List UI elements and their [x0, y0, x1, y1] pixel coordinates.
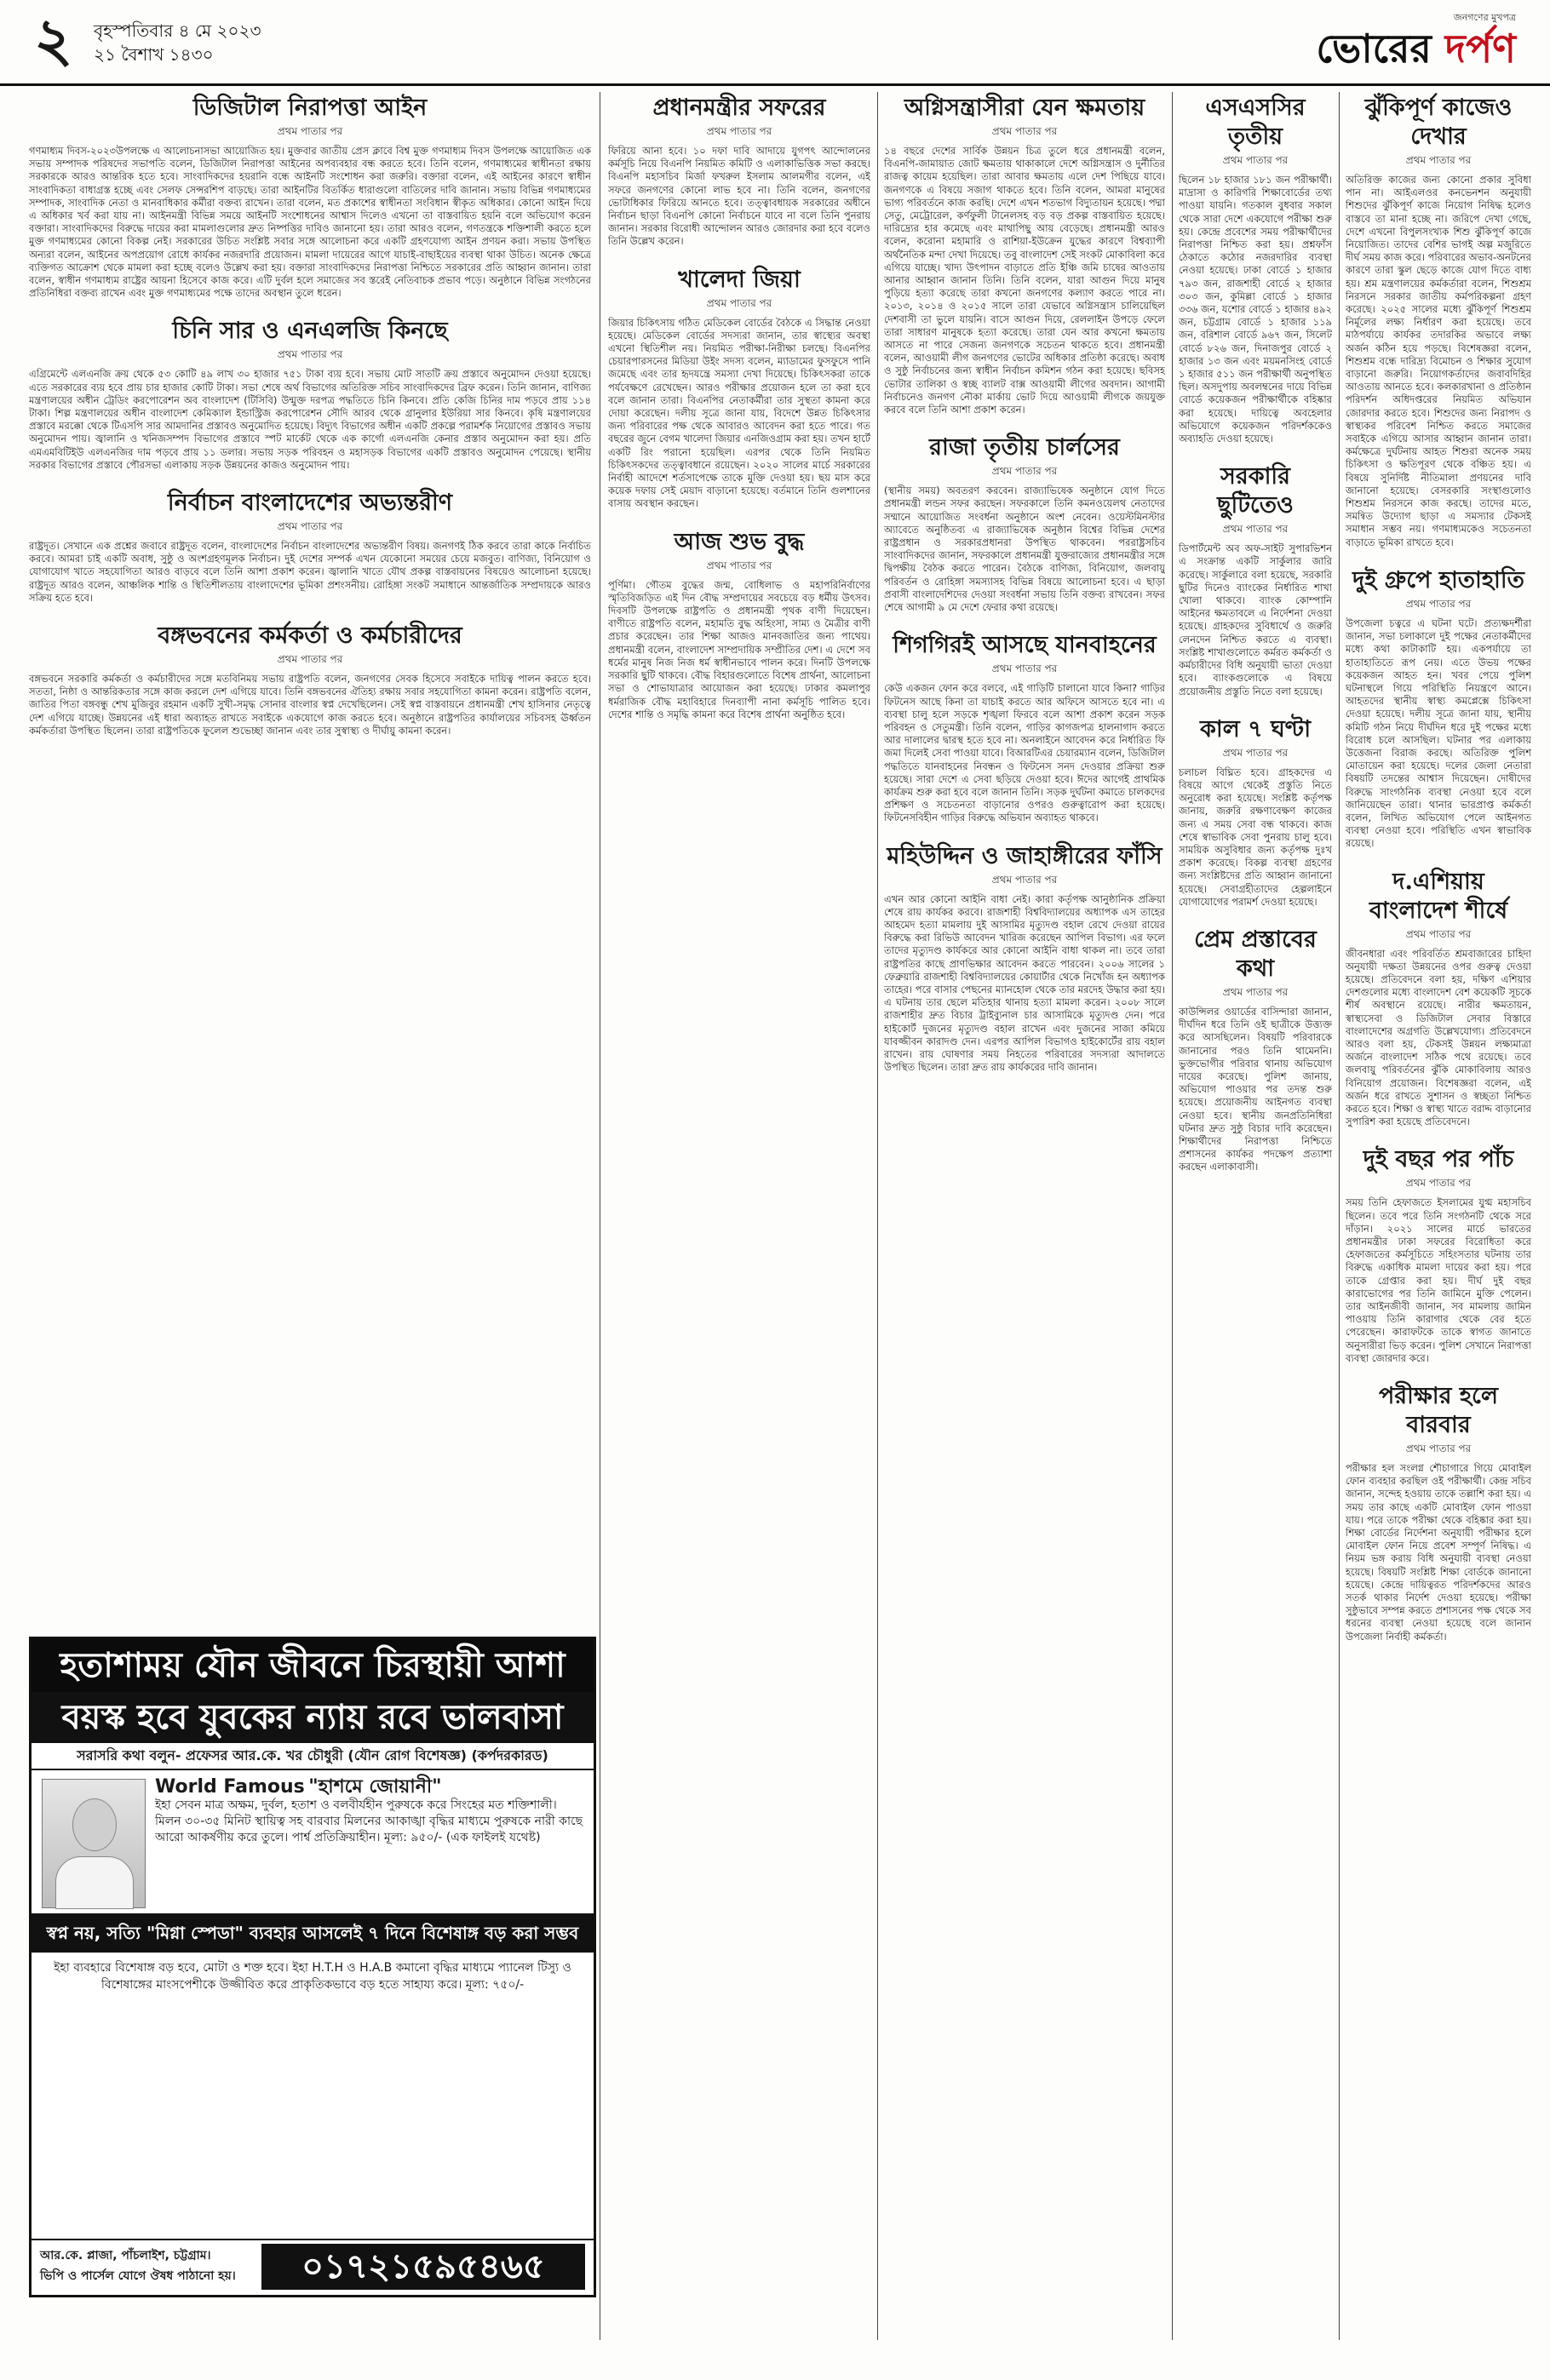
story-headline: এসএসসির তৃতীয় [1205, 95, 1306, 150]
story-body: গণমাধ্যম দিবস-২০২৩উপলক্ষে এ আলোচনাসভা আয়োজিত হয়। মুক্তবার জাতীয় প্রেস ক্লাবে বিশ্ব মুক্ত গণমাধ্যম দিবস উপলক্ষে আয়োজিত এক সভায় সম্পাদক পরিষদের সভাপতি বলেন, ডিজিটাল নিরাপত্তা আইনের অপব্যবহার বন্ধ করতে হবে। তিনি বলেন, গণমাধ্যমের স্বাধীনতা রক্ষায় সরকারকে আরও আন্তরিক হতে হবে। সাংবাদিকদের হয়রানি বন্ধে আইনটি সংশোধন করা জরুরি। বক্তারা বলেন, এই আইনের কারণে স্বাধীন সাংবাদিকতা বাধাগ্রস্ত হচ্ছে এবং সেলফ সেন্সরশিপ বাড়ছে। তারা আইনটির বিতর্কিত ধারাগুলো বাতিলের দাবি জানান। সভায় বিভিন্ন গণমাধ্যমের সম্পাদক, সাংবাদিক নেতা ও মানবাধিকার কর্মীরা বক্তব্য রাখেন। তারা বলেন, মত প্রকাশের স্বাধীনতা সংবিধান স্বীকৃত অধিকার। কোনো আইন দিয়ে এ অধিকার খর্ব করা যায় না। আইনমন্ত্রী বিভিন্ন সময়ে আইনটি সংশোধনের আশ্বাস দিলেও এখনো তা বাস্তবায়িত হয়নি বলে অভিযোগ করেন বক্তারা। সাংবাদিকদের বিরুদ্ধে দায়ের করা মামলাগুলোর দ্রুত নিষ্পত্তির দাবিও জানানো হয়। তারা আরও বলেন, গণতন্ত্রকে শক্তিশালী করতে হলে মুক্ত গণমাধ্যমের কোনো বিকল্প নেই। সরকারের উচিত সংশ্লিষ্ট সবার সঙ্গে আলোচনা করে একটি গ্রহণযোগ্য আইন প্রণয়ন করা। সভায় উপস্থিত অন্যরা বলেন, আইনের অপপ্রয়োগ রোধে কার্যকর নজরদারি প্রয়োজন। মামলা দায়েরের আগে যাচাই-বাছাইয়ের ব্যবস্থা থাকা উচিত। অনেক ক্ষেত্রে ব্যক্তিগত আক্রোশ থেকে মামলা করা হচ্ছে বলেও উল্লেখ করা হয়। বক্তারা সাংবাদিকদের নিরাপত্তা নিশ্চিতে সরকারের প্রতি আহ্বান জানান। তারা বলেন, স্বাধীন গণমাধ্যম রাষ্ট্রের আয়না হিসেবে কাজ করে। এটি দুর্বল হলে সমাজের সব স্তরেই নেতিবাচক প্রভাব পড়ে। অনুষ্ঠানে বিভিন্ন সংগঠনের প্রতিনিধিরা বক্তব্য রাখেন এবং মুক্ত গণমাধ্যমের পক্ষে তাদের অবস্থান তুলে ধরেন। [29, 145, 591, 300]
story-body: (স্থানীয় সময়) অবতরণ করবেন। রাজ্যাভিষেক অনুষ্ঠানে যোগ দিতে প্রধানমন্ত্রী লন্ডন সফর করছেন। সফরকালে তিনি কমনওয়েলথ নেতাদের সম্মানে আয়োজিত সংবর্ধনা অনুষ্ঠানে অংশ নেবেন। ওয়েস্টমিনস্টার অ্যাবেতে অনুষ্ঠিতব্য এ রাজ্যাভিষেক অনুষ্ঠান বিশ্বের বিভিন্ন দেশের রাষ্ট্রপ্রধান ও সরকারপ্রধানরা উপস্থিত থাকবেন। পররাষ্ট্রসচিব সাংবাদিকদের জানান, সফরকালে প্রধানমন্ত্রী যুক্তরাজ্যের প্রধানমন্ত্রীর সঙ্গে দ্বিপক্ষীয় বৈঠক করতে পারেন। বৈঠকে বাণিজ্য, বিনিয়োগ, জলবায়ু পরিবর্তন ও রোহিঙ্গা সমস্যাসহ বিভিন্ন বিষয়ে আলোচনা হবে। এ ছাড়া প্রবাসী বাংলাদেশিদের দেওয়া সংবর্ধনা সভায় তিনি বক্তব্য রাখবেন। সফর শেষে আগামী ৯ মে দেশে ফেরার কথা রয়েছে। [884, 485, 1165, 614]
doctor-photo [42, 1779, 146, 1908]
story-body: সময় তিনি হেফাজতে ইসলামের যুগ্ম মহাসচিব ছিলেন। তবে পরে তিনি সংগঠনটি থেকে সরে দাঁড়ান। ২০২১ সালের মার্চে ভারতের প্রধানমন্ত্রীর ঢাকা সফরের বিরোধিতা করে হেফাজতের কর্মসূচিতে সহিংসতার ঘটনায় তার বিরুদ্ধে একাধিক মামলা দায়ের করা হয়। পরে তাকে গ্রেপ্তার করা হয়। দীর্ঘ দুই বছর কারাভোগের পর তিনি জামিনে মুক্তি পেলেন। তার আইনজীবী জানান, সব মামলায় জামিন পাওয়ায় তিনি কারাগার থেকে বের হতে পেরেছেন। কারাফটকে তাকে স্বাগত জানাতে অনুসারীরা ভিড় করেন। পুলিশ সেখানে নিরাপত্তা ব্যবস্থা জোরদার করে। [1346, 1196, 1531, 1364]
news-story [1179, 707, 1332, 909]
news-story [1179, 454, 1332, 697]
story-continuation-note: প্রথম পাতার পর [706, 559, 772, 571]
issue-date [94, 19, 261, 66]
story-headline: দ.এশিয়ায় বাংলাদেশ শীর্ষে [1369, 868, 1508, 924]
ad-address-line2: ভিপি ও পার্সেল যোগে ঔষধ পাঠানো হয়। [40, 2269, 236, 2283]
masthead-tagline: জনগণের মুখপত্র [1453, 12, 1516, 23]
date-english-weekday: বৃহস্পতিবার ৪ মে ২০২৩ [94, 20, 261, 41]
story-continuation-note: প্রথম পাতার পর [1405, 927, 1472, 940]
news-story [1179, 85, 1332, 445]
ad-headline-band [32, 1639, 594, 1692]
story-headline: কাল ৭ ঘণ্টা [1199, 715, 1312, 743]
story-body: ১৪ বছরে দেশের সার্বিক উন্নয়ন চিত্র তুলে ধরে প্রধানমন্ত্রী বলেন, বিএনপি-জামায়াত জোট ক্ষমতায় থাকাকালে দেশে অগ্নিসন্ত্রাস ও দুর্নীতির রাজত্ব কায়েম হয়েছিল। তারা আবার ক্ষমতায় এলে দেশ পিছিয়ে যাবে। জনগণকে এ বিষয়ে সজাগ থাকতে হবে। তিনি বলেন, আমরা মানুষের ভাগ্য পরিবর্তনে কাজ করছি। দেশে এখন শতভাগ বিদ্যুতায়ন হয়েছে। পদ্মা সেতু, মেট্রোরেল, কর্ণফুলী টানেলসহ বড় বড় প্রকল্প বাস্তবায়িত হয়েছে। দারিদ্র্যের হার কমেছে এবং মাথাপিছু আয় বেড়েছে। প্রধানমন্ত্রী আরও বলেন, করোনা মহামারি ও রাশিয়া-ইউক্রেন যুদ্ধের কারণে বিশ্বব্যাপী অর্থনৈতিক মন্দা দেখা দিয়েছে। তবু বাংলাদেশ সেই সংকট মোকাবিলা করে এগিয়ে যাচ্ছে। খাদ্য উৎপাদন বাড়াতে প্রতি ইঞ্চি জমি চাষের আওতায় আনার আহ্বান জানান তিনি। তিনি বলেন, যারা আগুন দিয়ে মানুষ পুড়িয়ে হত্যা করেছে তারা কখনো জনগণের কল্যাণ করতে পারে না। ২০১৩, ২০১৪ ও ২০১৫ সালে তারা যেভাবে অগ্নিসন্ত্রাস চালিয়েছিল দেশবাসী তা ভুলে যায়নি। বাসে আগুন দিয়ে, রেললাইন উপড়ে ফেলে তারা সাধারণ মানুষকে হত্যা করেছে। তারা যেন আর কখনো ক্ষমতায় আসতে না পারে সেজন্য জনগণকে সচেতন থাকতে হবে। প্রধানমন্ত্রী বলেন, আওয়ামী লীগ জনগণের ভোটের অধিকার প্রতিষ্ঠা করেছে। অবাধ ও সুষ্ঠু নির্বাচনের জন্য স্বাধীন নির্বাচন কমিশন গঠন করা হয়েছে। ছবিসহ ভোটার তালিকা ও স্বচ্ছ ব্যালট বাক্স আওয়ামী লীগের অবদান। আগামী নির্বাচনেও জনগণ নৌকা মার্কায় ভোট দিয়ে আওয়ামী লীগকে জয়যুক্ত করবে বলে তিনি আশা প্রকাশ করেন। [884, 145, 1165, 416]
story-headline: ঝুঁকিপূর্ণ কাজেও দেখার [1364, 95, 1513, 150]
news-story [884, 425, 1165, 614]
story-body: পরীক্ষার হল সংলগ্ন শৌচাগারে গিয়ে মোবাইল ফোন ব্যবহার করছিল ওই পরীক্ষার্থী। কেন্দ্র সচিব জানান, সন্দেহ হওয়ায় তাকে তল্লাশি করা হয়। এ সময় তার কাছে একটি মোবাইল ফোন পাওয়া যায়। পরে তাকে পরীক্ষা থেকে বহিষ্কার করা হয়। শিক্ষা বোর্ডের নির্দেশনা অনুযায়ী পরীক্ষার হলে মোবাইল ফোন নিয়ে প্রবেশ সম্পূর্ণ নিষিদ্ধ। এ নিয়ম ভঙ্গ করায় বিধি অনুযায়ী ব্যবস্থা নেওয়া হয়েছে। বিষয়টি সংশ্লিষ্ট শিক্ষা বোর্ডকে জানানো হয়েছে। কেন্দ্রে দায়িত্বরত পরিদর্শকদের আরও সতর্ক থাকার নির্দেশ দেওয়া হয়েছে। পরীক্ষা সুষ্ঠুভাবে সম্পন্ন করতে প্রশাসনের পক্ষ থেকে সব ধরনের ব্যবস্থা নেওয়া হয়েছে বলে জানান উপজেলা নির্বাহী কর্মকর্তা। [1346, 1462, 1531, 1643]
story-body: জীবনধারা এবং পরিবর্তিত শ্রমবাজারের চাহিদা অনুযায়ী দক্ষতা উন্নয়নের ওপর গুরুত্ব দেওয়া হয়েছে। প্রতিবেদনে বলা হয়, দক্ষিণ এশিয়ার দেশগুলোর মধ্যে বাংলাদেশ বেশ কয়েকটি সূচকে শীর্ষ অবস্থানে রয়েছে। নারীর ক্ষমতায়ন, স্বাস্থ্যসেবা ও ডিজিটাল সেবার বিস্তারে বাংলাদেশের অগ্রগতি উল্লেখযোগ্য। প্রতিবেদনে আরও বলা হয়, টেকসই উন্নয়ন লক্ষ্যমাত্রা অর্জনে বাংলাদেশ সঠিক পথে রয়েছে। তবে জলবায়ু পরিবর্তনের ঝুঁকি মোকাবিলায় আরও বিনিয়োগ প্রয়োজন। বিশেষজ্ঞরা বলেন, এই অর্জন ধরে রাখতে সুশাসন ও স্বচ্ছতা নিশ্চিত করতে হবে। শিক্ষা ও স্বাস্থ্য খাতে বরাদ্দ বাড়ানোর সুপারিশ করা হয়েছে প্রতিবেদনে। [1346, 947, 1531, 1128]
ad-middle [32, 1770, 594, 1907]
story-continuation-note: প্রথম পাতার পর [1405, 1177, 1472, 1190]
story-headline: রাজা তৃতীয় চার্লসের [929, 434, 1120, 462]
story-body: কাউন্সিলর ওয়ার্ডের বাসিন্দারা জানান, দীর্ঘদিন ধরে তিনি ওই ছাত্রীকে উত্ত্যক্ত করে আসছিলেন। বিষয়টি পরিবারকে জানানোর পরও তিনি থামেননি। ভুক্তভোগীর পরিবার থানায় অভিযোগ দায়ের করেছে। পুলিশ জানায়, অভিযোগ পাওয়ার পর তদন্ত শুরু হয়েছে। প্রয়োজনীয় আইনগত ব্যবস্থা নেওয়া হবে। স্থানীয় জনপ্রতিনিধিরা ঘটনার দ্রুত সুষ্ঠু বিচার দাবি করেছেন। শিক্ষার্থীদের নিরাপত্তা নিশ্চিতে প্রশাসনের কার্যকর পদক্ষেপ প্রত্যাশা করছেন এলাকাবাসী। [1179, 1005, 1332, 1173]
news-story [608, 85, 870, 249]
story-continuation-note: প্রথম পাতার পর [1222, 523, 1289, 536]
story-headline: ডিজিটাল নিরাপত্তা আইন [192, 95, 428, 121]
ad-slogan: স্বপ্ন নয়, সত্যি "মিগ্না স্পেডা" ব্যবহার আসলেই ৭ দিনে বিশেষাঙ্গ বড় করা সম্ভব [32, 1913, 594, 1953]
news-story [1346, 85, 1531, 549]
news-story [1179, 917, 1332, 1174]
ad-subline: সরাসরি কথা বলুন- প্রফেসর আর.কে. খর চৌধুরী (যৌন রোগ বিশেষজ্ঞ) (কর্পদরকারড) [32, 1743, 594, 1770]
story-continuation-note: প্রথম পাতার পর [1222, 154, 1289, 166]
story-headline: অগ্নিসন্ত্রাসীরা যেন ক্ষমতায় [904, 95, 1145, 121]
story-continuation-note: প্রথম পাতার পর [1222, 746, 1289, 759]
story-body: উপজেলা চত্বরে এ ঘটনা ঘটে। প্রত্যক্ষদর্শীরা জানান, সভা চলাকালে দুই পক্ষের নেতাকর্মীদের মধ্যে কথা কাটাকাটি হয়। একপর্যায়ে তা হাতাহাতিতে রূপ নেয়। এতে উভয় পক্ষের কয়েকজন আহত হন। খবর পেয়ে পুলিশ ঘটনাস্থলে গিয়ে পরিস্থিতি নিয়ন্ত্রণে আনে। আহতদের স্থানীয় স্বাস্থ্য কমপ্লেক্সে চিকিৎসা দেওয়া হয়েছে। দলীয় সূত্রে জানা যায়, স্থানীয় কমিটি গঠন নিয়ে দীর্ঘদিন ধরে দুই পক্ষের মধ্যে বিরোধ চলে আসছিল। ঘটনার পর এলাকায় উত্তেজনা বিরাজ করছে। অতিরিক্ত পুলিশ মোতায়েন করা হয়েছে। দলের জেলা নেতারা বিষয়টি তদন্তের আশ্বাস দিয়েছেন। দোষীদের বিরুদ্ধে সাংগঠনিক ব্যবস্থা নেওয়া হবে বলে জানিয়েছেন তারা। থানার ভারপ্রাপ্ত কর্মকর্তা বলেন, লিখিত অভিযোগ পেলে আইনগত ব্যবস্থা নেওয়া হবে। পরিস্থিতি এখন স্বাভাবিক রয়েছে। [1346, 617, 1531, 850]
story-continuation-note: প্রথম পাতার পর [991, 125, 1058, 137]
story-body: রাষ্ট্রদূত। সেখানে এক প্রশ্নের জবাবে রাষ্ট্রদূত বলেন, বাংলাদেশের নির্বাচন বাংলাদেশের অভ্যন্তরীণ বিষয়। জনগণই ঠিক করবে তারা কাকে নির্বাচিত করবে। আমরা চাই একটি অবাধ, সুষ্ঠু ও অংশগ্রহণমূলক নির্বাচন। দুই দেশের সম্পর্ক এখন যেকোনো সময়ের চেয়ে মজবুত। বাণিজ্য, বিনিয়োগ ও যোগাযোগ খাতে সহযোগিতা আরও বাড়বে বলে তিনি আশা প্রকাশ করেন। জ্বালানি খাতে যৌথ প্রকল্প বাস্তবায়নের বিষয়েও আলোচনা হয়েছে। রাষ্ট্রদূত আরও বলেন, আঞ্চলিক শান্তি ও স্থিতিশীলতায় বাংলাদেশের ভূমিকা প্রশংসনীয়। রোহিঙ্গা সংকট সমাধানে আন্তর্জাতিক সম্প্রদায়কে আরও সক্রিয় হতে হবে। [29, 540, 591, 604]
story-headline: দুই গ্রুপে হাতাহাতি [1352, 566, 1524, 594]
ad-product-name: "হাশমে জোয়ানী" [308, 1776, 442, 1798]
story-body: পূর্ণিমা। গৌতম বুদ্ধের জন্ম, বোধিলাভ ও মহাপরিনির্বাণের স্মৃতিবিজড়িত এই দিন বৌদ্ধ সম্প্রদায়ের সবচেয়ে বড় ধর্মীয় উৎসব। দিবসটি উপলক্ষে রাষ্ট্রপতি ও প্রধানমন্ত্রী পৃথক বাণী দিয়েছেন। বাণীতে রাষ্ট্রপতি বলেন, মহামতি বুদ্ধ অহিংসা, সাম্য ও মৈত্রীর বাণী প্রচার করেছেন। তার শিক্ষা আজও মানবজাতির জন্য পাথেয়। প্রধানমন্ত্রী বলেন, বাংলাদেশ সাম্প্রদায়িক সম্প্রীতির দেশ। এ দেশে সব ধর্মের মানুষ নিজ নিজ ধর্ম স্বাধীনভাবে পালন করে। দিনটি উপলক্ষে সরকারি ছুটি থাকবে। বৌদ্ধ বিহারগুলোতে বিশেষ প্রার্থনা, আলোচনা সভা ও শোভাযাত্রার আয়োজন করা হয়েছে। ঢাকার কমলাপুর ধর্মরাজিক বৌদ্ধ মহাবিহারে দিনব্যাপী নানা কর্মসূচি পালিত হবে। দেশের শান্তি ও সমৃদ্ধি কামনা করে বিশেষ প্রার্থনা অনুষ্ঠিত হবে। [608, 578, 870, 720]
column-2 [608, 85, 870, 2342]
news-story [29, 480, 591, 605]
story-body: ডিপার্টমেন্ট অব অফ-সাইট সুপারভিশন এ সংক্রান্ত একটি সার্কুলার জারি করেছে। সার্কুলারে বলা হয়েছে, সরকারি ছুটির দিনেও ব্যাংকের নির্ধারিত শাখা খোলা থাকবে। ব্যাংক কোম্পানি আইনের ক্ষমতাবলে এ নির্দেশনা দেওয়া হয়েছে। গ্রাহকদের সুবিধার্থে ও জরুরি লেনদেন নিশ্চিত করতে এ ব্যবস্থা। সংশ্লিষ্ট শাখাগুলোতে কর্মরত কর্মকর্তা ও কর্মচারীদের বিধি অনুযায়ী ভাতা দেওয়া হবে। ব্যাংকগুলোকে এ বিষয়ে প্রয়োজনীয় প্রস্তুতি নিতে বলা হয়েছে। [1179, 542, 1332, 697]
story-continuation-note: প্রথম পাতার পর [991, 465, 1058, 478]
doctor-coat [55, 1856, 134, 1909]
story-body: বঙ্গভবনে সরকারি কর্মকর্তা ও কর্মচারীদের সঙ্গে মতবিনিময় সভায় রাষ্ট্রপতি বলেন, জনগণের সেবক হিসেবে সবাইকে দায়িত্ব পালন করতে হবে। সততা, নিষ্ঠা ও আন্তরিকতার সঙ্গে কাজ করলে দেশ এগিয়ে যাবে। তিনি বঙ্গভবনের ঐতিহ্য রক্ষায় সবার সহযোগিতা কামনা করেন। রাষ্ট্রপতি বলেন, জাতির পিতা বঙ্গবন্ধু শেখ মুজিবুর রহমান একটি সুখী-সমৃদ্ধ সোনার বাংলার স্বপ্ন দেখেছিলেন। সেই স্বপ্ন বাস্তবায়নে প্রধানমন্ত্রী শেখ হাসিনার নেতৃত্বে দেশ এগিয়ে যাচ্ছে। উন্নয়নের এই ধারা অব্যাহত রাখতে সবাইকে একযোগে কাজ করতে হবে। অনুষ্ঠানে রাষ্ট্রপতির কার্যালয়ের সচিবসহ ঊর্ধ্বতন কর্মকর্তারা উপস্থিত ছিলেন। তারা রাষ্ট্রপতিকে ফুলেল শুভেচ্ছা জানান এবং তার সুস্বাস্থ্য ও দীর্ঘায়ু কামনা করেন। [29, 673, 591, 737]
column-divider [1339, 92, 1340, 2340]
news-story [29, 613, 591, 737]
page-number: ২ [34, 5, 73, 75]
story-headline: দুই বছর পর পাঁচ [1363, 1146, 1514, 1173]
date-bangla-calendar: ২১ বৈশাখ ১৪৩০ [94, 44, 214, 65]
story-body: এখন আর কোনো আইনি বাধা নেই। কারা কর্তৃপক্ষ আনুষ্ঠানিক প্রক্রিয়া শেষে রায় কার্যকর করবে। রাজশাহী বিশ্ববিদ্যালয়ের অধ্যাপক এস তাহের আহমেদ হত্যা মামলায় দুই আসামির মৃত্যুদণ্ড বহাল রেখে দেওয়া রায়ের বিরুদ্ধে করা রিভিউ আবেদন খারিজ করেছেন আপিল বিভাগ। এর ফলে তাদের মৃত্যুদণ্ড কার্যকরে আর কোনো আইনি বাধা থাকল না। তবে তারা রাষ্ট্রপতির কাছে প্রাণভিক্ষার আবেদন করতে পারবেন। ২০০৬ সালের ১ ফেব্রুয়ারি রাজশাহী বিশ্ববিদ্যালয়ের কোয়ার্টার থেকে নিখোঁজ হন অধ্যাপক তাহের। পরে বাসার পেছনের ম্যানহোল থেকে তার মরদেহ উদ্ধার করা হয়। এ ঘটনায় তার ছেলে মতিহার থানায় হত্যা মামলা করেন। ২০০৮ সালে রাজশাহীর দ্রুত বিচার ট্রাইব্যুনাল চার আসামিকে মৃত্যুদণ্ড দেন। পরে হাইকোর্ট দুজনের মৃত্যুদণ্ড বহাল রাখেন এবং দুজনের সাজা কমিয়ে যাবজ্জীবন কারাদণ্ড দেন। এরপর আপিল বিভাগও হাইকোর্টের রায় বহাল রাখেন। রায় ঘোষণার সময় নিহতের পরিবারের সদস্যরা আদালতে উপস্থিত ছিলেন। তারা দ্রুত রায় কার্যকরের দাবি জানান। [884, 892, 1165, 1074]
column-divider [877, 92, 878, 2340]
story-continuation-note: প্রথম পাতার পর [277, 520, 343, 533]
story-headline: চিনি সার ও এনএলজি কিনছে [172, 318, 448, 345]
story-continuation-note: প্রথম পাতার পর [1222, 985, 1289, 998]
story-continuation-note: প্রথম পাতার পর [277, 125, 343, 137]
story-body: চলাচল বিঘ্নিত হবে। গ্রাহকদের এ বিষয়ে আগে থেকেই প্রস্তুতি নিতে অনুরোধ করা হয়েছে। সংশ্লিষ্ট কর্তৃপক্ষ জানায়, জরুরি রক্ষণাবেক্ষণ কাজের জন্য এ সময় সেবা বন্ধ থাকবে। কাজ শেষে স্বাভাবিক সেবা পুনরায় চালু হবে। সাময়িক অসুবিধার জন্য কর্তৃপক্ষ দুঃখ প্রকাশ করেছে। বিকল্প ব্যবস্থা গ্রহণের জন্য সংশ্লিষ্টদের প্রতি আহ্বান জানানো হয়েছে। সেবাগ্রহীতাদের হেল্পলাইনে যোগাযোগের পরামর্শ দেওয়া হয়েছে। [1179, 766, 1332, 908]
ad-headline-1: হতাশাময় যৌন জীবনে চিরস্থায়ী আশা [60, 1645, 565, 1685]
doctor-face [72, 1798, 117, 1851]
news-story [884, 834, 1165, 1075]
masthead-logo [1316, 26, 1516, 71]
ad-address [40, 2245, 236, 2286]
story-headline: আজ শুভ বুদ্ধ [674, 528, 805, 555]
column-3 [884, 85, 1165, 2342]
ad-product-block [155, 1776, 583, 1846]
story-headline: প্রধানমন্ত্রীর সফরের [652, 95, 826, 121]
news-story [1346, 1374, 1531, 1643]
story-continuation-note: প্রথম পাতার পর [1405, 1442, 1472, 1455]
news-story [884, 622, 1165, 824]
masthead [1316, 10, 1516, 71]
ad-info: ইহা ব্যবহারে বিশেষাঙ্গ বড় হবে, মোটা ও শক্ত হবে। ইহা H.T.H ও H.A.B কমানো বৃদ্ধির মাধ্যমে প্যানেল টিস্যু ও বিশেষাঙ্গের মাংসপেশীকে উজ্জীবিত করে প্রাকৃতিকভাবে বড় হতে সাহায্য করে। মূল্য: ৭৫০/- [54, 1961, 571, 1992]
ad-phone-number: ০১৭২১৫৯৫৪৬৫ [261, 2244, 585, 2290]
masthead-name-part1: ভোরের [1316, 26, 1432, 72]
news-story [29, 308, 591, 472]
story-continuation-note: প্রথম পাতার পর [991, 662, 1058, 675]
ad-headline-2: বয়স্ক হবে যুবকের ন্যায় রবে ভালবাসা [32, 1692, 594, 1743]
story-headline: সরকারি ছুটিতেও [1217, 463, 1294, 519]
news-story [1346, 1137, 1531, 1365]
column-divider [1172, 92, 1173, 2340]
advertisement [29, 1637, 596, 2297]
news-story [608, 519, 870, 721]
news-story [1346, 558, 1531, 851]
story-continuation-note: প্রথম পাতার পর [991, 873, 1058, 886]
story-headline: প্রেম প্রস্তাবের কথা [1194, 926, 1317, 982]
story-headline: পরীক্ষার হলে বারবার [1378, 1383, 1498, 1439]
masthead-name-part2: দর্পণ [1444, 26, 1516, 72]
story-headline: শিগগিরই আসছে যানবাহনের [893, 632, 1157, 659]
story-continuation-note: প্রথম পাতার পর [1405, 154, 1472, 166]
story-headline: নির্বাচন বাংলাদেশের অভ্যন্তরীণ [167, 490, 453, 517]
news-story [608, 257, 870, 511]
ad-world-famous: World Famous [155, 1776, 305, 1798]
story-continuation-note: প্রথম পাতার পর [277, 653, 343, 666]
ad-footer [32, 2239, 594, 2295]
story-continuation-note: প্রথম পাতার পর [1405, 597, 1472, 610]
column-4 [1179, 85, 1332, 2342]
news-story [29, 85, 591, 300]
story-body: ছিলেন ১৮ হাজার ১৮১ জন পরীক্ষার্থী। মাদ্রাসা ও কারিগরি শিক্ষাবোর্ডের তথ্য পাওয়া যায়নি। গতকাল বুধবার সকাল থেকে সারা দেশে একযোগে পরীক্ষা শুরু হয়। কেন্দ্রে প্রবেশের সময় পরীক্ষার্থীদের নিরাপত্তা নিশ্চিত করা হয়। প্রশ্নফাঁস ঠেকাতে কঠোর নজরদারির ব্যবস্থা নেওয়া হয়েছে। ঢাকা বোর্ডে ১ হাজার ৭৯৩ জন, রাজশাহী বোর্ডে ২ হাজার ৩০৩ জন, কুমিল্লা বোর্ডে ১ হাজার ৩৩৬ জন, যশোর বোর্ডে ১ হাজার ৪৯২ জন, চট্টগ্রাম বোর্ডে ১ হাজার ১১৯ জন, বরিশাল বোর্ডে ৯৬৭ জন, সিলেট বোর্ডে ৮২৬ জন, দিনাজপুর বোর্ডে ২ হাজার ১৩ জন এবং ময়মনসিংহ বোর্ডে ১ হাজার ৫১১ জন পরীক্ষার্থী অনুপস্থিত ছিল। অসদুপায় অবলম্বনের দায়ে বিভিন্ন বোর্ডে কয়েকজন পরীক্ষার্থীকে বহিষ্কার করা হয়েছে। দায়িত্বে অবহেলার অভিযোগে কয়েকজন পরিদর্শককেও অব্যাহতি দেওয়া হয়েছে। [1179, 174, 1332, 445]
ad-address-line1: আর.কে. প্লাজা, পাঁচলাইশ, চট্টগ্রাম। [40, 2249, 211, 2262]
story-continuation-note: প্রথম পাতার পর [706, 296, 772, 309]
page-header [0, 0, 1550, 86]
story-continuation-note: প্রথম পাতার পর [277, 348, 343, 361]
news-story [884, 85, 1165, 416]
story-headline: মহিউদ্দিন ও জাহাঙ্গীরের ফাঁসি [887, 842, 1162, 869]
story-body: ফিরিয়ে আনা হবে। ১০ দফা দাবি আদায়ে যুগপৎ আন্দোলনের কর্মসূচি নিয়ে বিএনপি নিয়মিত কমিটি ও এলাকাভিত্তিক সভা করছে। বিএনপি মহাসচিব মির্জা ফখরুল ইসলাম আলমগীর বলেন, এই সফরে জনগণের কোনো লাভ হবে না। তিনি বলেন, জনগণের ভোটাধিকার ফিরিয়ে আনতে হবে। তত্ত্বাবধায়ক সরকারের অধীনে নির্বাচন ছাড়া বিএনপি কোনো নির্বাচনে যাবে না বলে তিনি পুনরায় জানান। সরকার বিরোধী আন্দোলন আরও জোরদার করা হবে বলেও তিনি উল্লেখ করেন। [608, 145, 870, 248]
story-body: এগ্রিমেন্টে এলএনজি ক্রয় থেকে ৫৩ কোটি ৪৯ লাখ ৩০ হাজার ৭৫১ টাকা ব্যয় হবে। সভায় মোট সাতটি ক্রয় প্রস্তাবে অনুমোদন দেওয়া হয়েছে। এতে সরকারের ব্যয় হবে প্রায় চার হাজার কোটি টাকা। সভা শেষে অর্থ বিভাগের অতিরিক্ত সচিব সাংবাদিকদের ব্রিফ করেন। তিনি জানান, বাণিজ্য মন্ত্রণালয়ের অধীন ট্রেডিং করপোরেশন অব বাংলাদেশ (টিসিবি) উন্মুক্ত দরপত্র পদ্ধতিতে চিনি কিনবে। প্রতি কেজি চিনির দাম পড়বে প্রায় ১১৪ টাকা। শিল্প মন্ত্রণালয়ের অধীন বাংলাদেশ কেমিক্যাল ইন্ডাস্ট্রিজ করপোরেশন সৌদি আরব থেকে গ্রানুলার ইউরিয়া সার কিনবে। কৃষি মন্ত্রণালয়ের প্রস্তাবে মরক্কো থেকে টিএসপি সার আমদানির প্রস্তাবও অনুমোদিত হয়েছে। বিদ্যুৎ বিভাগের অধীন একটি প্রকল্পে পরামর্শক নিয়োগের প্রস্তাবও সভায় অনুমোদন পায়। জ্বালানি ও খনিজসম্পদ বিভাগের প্রস্তাবে স্পট মার্কেট থেকে এক কার্গো এলএনজি কেনার প্রস্তাব অনুমোদন করা হয়। প্রতি এমএমবিটিইউ এলএনজির দাম পড়বে প্রায় ১১ ডলার। সভায় সড়ক পরিবহন ও মহাসড়ক বিভাগের একটি প্রস্তাবও অনুমোদন পেয়েছে। স্থানীয় সরকার বিভাগের প্রস্তাবে পৌরসভা এলাকায় সড়ক উন্নয়নের কাজও অনুমোদন পায়। [29, 368, 591, 471]
ad-description: ইহা সেবন মাত্র অক্ষম, দুর্বল, হতাশ ও বলবীর্যহীন পুরুষকে করে সিংহের মত শক্তিশালী। মিলন ৩০-৩৫ মিনিট স্থায়িত্ব সহ বারবার মিলনের আকাঙ্খা বৃদ্ধির মাধ্যমে পুরুষকে নারী কাছে আরো আকর্ষণীয় করে তুলে। পার্শ্ব প্রতিক্রিয়াহীন। মূল্য: ৯৫০/- (এক ফাইলই যথেষ্ট) [155, 1798, 583, 1844]
story-body: অতিরিক্ত কাজের জন্য কোনো প্রকার সুবিধা পান না। আইএলওর কনভেনশন অনুযায়ী শিশুদের ঝুঁকিপূর্ণ কাজে নিয়োগ নিষিদ্ধ হলেও বাস্তবে তা মানা হচ্ছে না। জরিপে দেখা গেছে, দেশে এখনো বিপুলসংখ্যক শিশু ঝুঁকিপূর্ণ কাজে নিয়োজিত। তাদের বেশির ভাগই অল্প মজুরিতে দীর্ঘ সময় কাজ করে। পরিবারের অভাব-অনটনের কারণে তারা স্কুল ছেড়ে কাজে যোগ দিতে বাধ্য হয়। শ্রম মন্ত্রণালয়ের কর্মকর্তারা বলেন, শিশুশ্রম নিরসনে সরকার জাতীয় কর্মপরিকল্পনা গ্রহণ করেছে। ২০২৫ সালের মধ্যে ঝুঁকিপূর্ণ শিশুশ্রম নির্মূলের লক্ষ্য নির্ধারণ করা হয়েছে। তবে মাঠপর্যায়ে কার্যকর তদারকির অভাবে লক্ষ্য অর্জন কঠিন হয়ে পড়ছে। বিশেষজ্ঞরা বলেন, শিশুশ্রম বন্ধে দারিদ্র্য বিমোচন ও শিক্ষার সুযোগ বাড়ানো জরুরি। নিয়োগকর্তাদের জবাবদিহির আওতায় আনতে হবে। কলকারখানা ও প্রতিষ্ঠান পরিদর্শন অধিদপ্তরের নিয়মিত অভিযান জোরদার করতে হবে। শিশুদের জন্য নিরাপদ ও স্বাস্থ্যকর পরিবেশ নিশ্চিত করতে সমাজের সবাইকে এগিয়ে আসার আহ্বান জানান তারা। কর্মক্ষেত্রে দুর্ঘটনায় আহত শিশুরা অনেক সময় চিকিৎসা ও ক্ষতিপূরণ থেকে বঞ্চিত হয়। এ বিষয়ে সুনির্দিষ্ট নীতিমালা প্রণয়নের দাবি জানানো হয়েছে। বেসরকারি সংস্থাগুলোও শিশুশ্রম নিরসনে কাজ করছে। তাদের মতে, সমন্বিত উদ্যোগ ছাড়া এ সমস্যার টেকসই সমাধান সম্ভব নয়। গণমাধ্যমকেও সচেতনতা বাড়াতে ভূমিকা রাখতে হবে। [1346, 174, 1531, 548]
story-headline: খালেদা জিয়া [678, 266, 801, 293]
story-body: কেউ একজন ফোন করে বলবে, এই গাড়িটি চালানো যাবে কিনা? গাড়ির ফিটনেস আছে কিনা তা যাচাই করতে আর অফিসে আসতে হবে না। এ ব্যবস্থা চালু হলে সড়কে শৃঙ্খলা ফিরবে বলে আশা প্রকাশ করেন সড়ক পরিবহন ও সেতুমন্ত্রী। তিনি বলেন, গাড়ির কাগজপত্র হালনাগাদ করতে আর দালালের দ্বারস্থ হতে হবে না। অনলাইনে আবেদন করে নির্ধারিত ফি জমা দিলেই সেবা পাওয়া যাবে। বিআরটিএর চেয়ারম্যান বলেন, ডিজিটাল পদ্ধতিতে যানবাহনের নিবন্ধন ও ফিটনেস সনদ দেওয়ার প্রক্রিয়া শুরু হয়েছে। সারা দেশে এ সেবা ছড়িয়ে দেওয়া হবে। ঈদের আগেই প্রাথমিক কার্যক্রম শুরু করা হবে বলে জানান তিনি। সড়ক দুর্ঘটনা কমাতে চালকদের প্রশিক্ষণ ও সচেতনতা বাড়ানোর ওপরও গুরুত্বারোপ করা হয়েছে। ফিটনেসবিহীন গাড়ির বিরুদ্ধে অভিযান অব্যাহত থাকবে। [884, 682, 1165, 824]
story-body: জিয়ার চিকিৎসায় গঠিত মেডিকেল বোর্ডের বৈঠকে এ সিদ্ধান্ত নেওয়া হয়েছে। মেডিকেল বোর্ডের সদস্যরা জানান, তার স্বাস্থ্যের অবস্থা এখনো স্থিতিশীল নয়। নিয়মিত পরীক্ষা-নিরীক্ষা চলছে। বিএনপির চেয়ারপারসনের মিডিয়া উইং সদস্য বলেন, ম্যাডামের ফুসফুসে পানি জমেছে এবং তার হৃদযন্ত্রে সমস্যা দেখা দিয়েছে। চিকিৎসকরা তাকে পর্যবেক্ষণে রেখেছেন। আরও পরীক্ষার প্রয়োজন হলে তা করা হবে বলে জানান তারা। বিএনপির নেতাকর্মীরা তার সুস্থতা কামনা করে দোয়া করেছেন। দলীয় সূত্রে জানা যায়, বিদেশে উন্নত চিকিৎসার জন্য পরিবারের পক্ষ থেকে আবারও আবেদন করা হতে পারে। গত বছরের জুনে বেগম খালেদা জিয়ার এনজিওগ্রাম করা হয়। তখন হার্টে একটি রিং পরানো হয়েছিল। এরপর থেকে তিনি নিয়মিত চিকিৎসকদের তত্ত্বাবধানে রয়েছেন। ২০২০ সালের মার্চে সরকারের নির্বাহী আদেশে শর্তসাপেক্ষে তাকে মুক্তি দেওয়া হয়। ছয় মাস করে কয়েক দফায় সেই মেয়াদ বাড়ানো হয়েছে। বর্তমানে তিনি গুলশানের বাসায় অবস্থান করছেন। [608, 316, 870, 510]
news-story [1346, 859, 1531, 1129]
story-headline: বঙ্গভবনের কর্মকর্তা ও কর্মচারীদের [158, 622, 462, 650]
story-continuation-note: প্রথম পাতার পর [706, 125, 772, 137]
column-5 [1346, 85, 1531, 2342]
